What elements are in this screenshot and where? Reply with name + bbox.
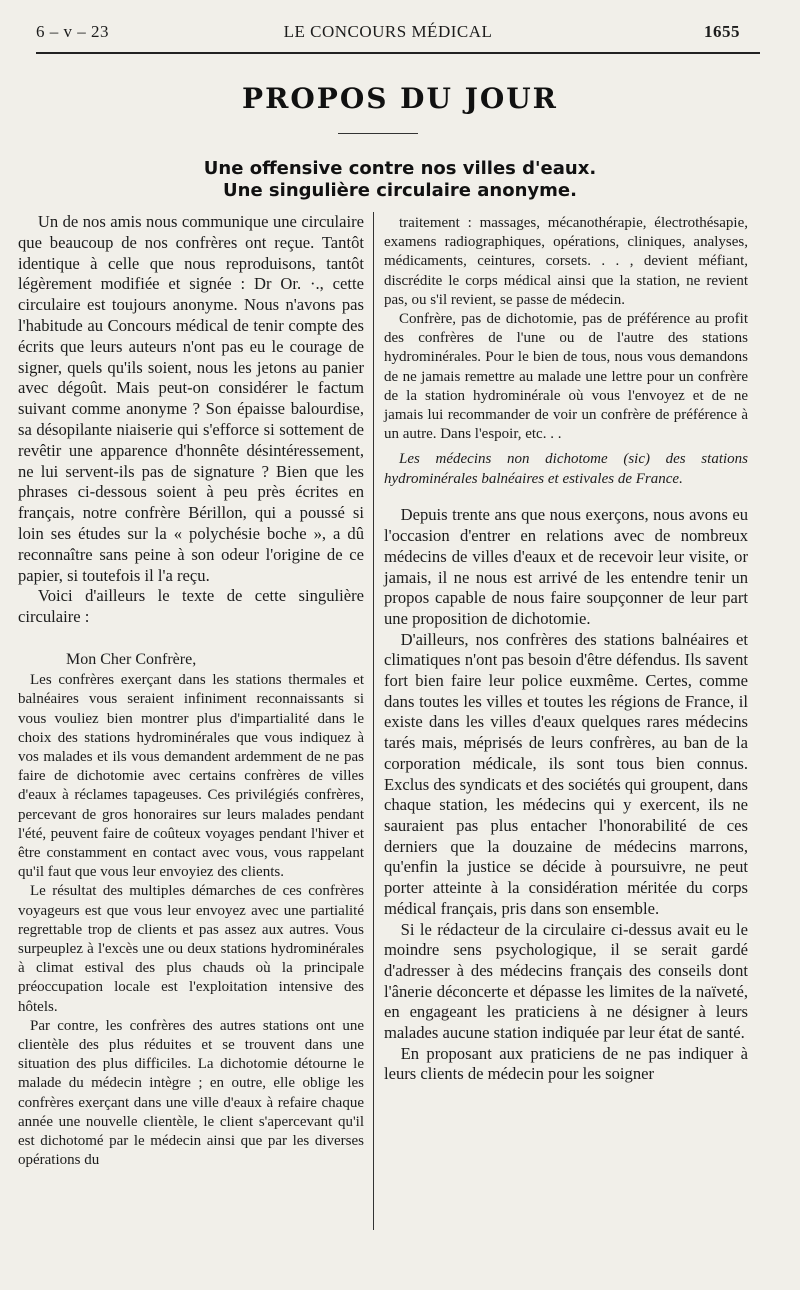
letter-paragraph: Les confrères exerçant dans les stations thermales et balnéaires vous seraient infiniment reconnaissants si vous vouliez bien montrer plus d'impartialité dans le choix des stations hydrominérales que vous indiquez à vos malades et ils vous demandent ardemment de ne pas faire de dichotomie avec certains confrères de villes d'eaux à réclames tapageuses. Ces privilégiés confrères, percevant de gros honoraires sur leurs malades pendant l'été, peuvent faire de coûteux voyages pendant l'hiver et être constamment en contact avec vous, vous rappelant qu'il faut que vous leur envoyiez des clients.	[18, 672, 364, 881]
running-head	[36, 18, 740, 48]
column-divider	[373, 212, 374, 1230]
letter-signature: Les médecins non dichotome (sic) des stations hydrominérales balnéaires et estivales de France.	[384, 451, 748, 487]
rubric-title: PROPOS DU JOUR	[242, 82, 558, 115]
body-paragraph: D'ailleurs, nos confrères des stations balnéaires et climatiques n'ont pas besoin d'être défendus. Ils savent fort bien faire leur police euxmême. Certes, comme dans toutes les villes et toutes les régions de France, il existe dans les villes d'eaux quelques rares médecins tarés mais, méprisés de leurs confrères, au ban de la corporation médicale, ils sont tous bien connus. Exclus des syndicats et des sociétés qui groupent, dans chaque station, les médecins qui y exercent, ils ne sauraient pas plus entacher l'honorabilité de ces derniers que la douzaine de médecins marrons, qu'enfin la justice se décide à poursuivre, ne peut porter atteinte à la considération méritée du corps médical français, pris dans son ensemble.	[384, 629, 748, 918]
body-paragraph: En proposant aux praticiens de ne pas indiquer à leurs clients de médecin pour les soigner	[384, 1043, 748, 1084]
header-rule	[36, 52, 760, 54]
rubric-rule	[338, 133, 418, 134]
article-body	[384, 505, 748, 1085]
article-title-line2: Une singulière circulaire anonyme.	[223, 180, 577, 201]
body-paragraph: Si le rédacteur de la circulaire ci-dessus avait eu le moindre sens psychologique, il se serait gardé d'adresser à des médecins français des conseils dont l'ânerie déconcerte et dépasse les limites de la naïveté, en engageant les praticiens à ne désigner à leurs malades aucune station indiquée par leur état de santé.	[384, 919, 748, 1043]
journal-title: LE CONCOURS MÉDICAL	[283, 22, 493, 41]
body-paragraph: Depuis trente ans que nous exerçons, nous avons eu l'occasion d'entrer en relations avec de nombreux médecins de villes d'eaux et de recevoir leur visite, or jamais, il ne nous est arrivé de les entendre tenir un propos capable de nous faire soupçonner de leur part une proposition de dichotomie.	[384, 505, 748, 628]
letter-paragraph: Le résultat des multiples démarches de ces confrères voyageurs est que vous leur envoyez avec une partialité regrettable trop de clients et pas assez aux autres. Vous surpeuplez à l'excès une ou deux stations hydrominérales à climat estival des plus chauds où la principale préoccupation locale est l'exploitation intensive des hôtels.	[18, 883, 364, 1015]
circular-letter-continued	[384, 214, 748, 489]
intro-paragraph: Un de nos amis nous communique une circulaire que beaucoup de nos confrères ont reçue. Tantôt identique à celle que nous reproduisons, tantôt légèrement modifiée et signée : Dr Or. ·., cette circulaire est toujours anonyme. Nous n'avons pas l'habitude au Concours médical de tenir compte des écrits que leurs auteurs n'ont pas eu le courage de signer, quels qu'ils soient, nous les jetons au panier avec dégoût. Mais peut-on considérer le factum suivant comme anonyme ? Son épaisse balourdise, sa désopilante niaiserie qui s'efforce si sottement de revêtir une apparence d'honnête désintéressement, ne lui servent-ils pas de signature ? Bien que les phrases ci-dessous soient à peu près écrites en français, notre confrère Bérillon, qui a poussé si loin ses études sur la « polychésie boche », a dû reconnaître sans peine à son odeur l'origine de ce papier, si toutefois il l'a reçu.	[18, 212, 364, 585]
letter-paragraph: Par contre, les confrères des autres stations ont une clientèle des plus réduites et se trouvent dans une situation des plus difficiles. La dichotomie détourne le malade du médecin intègre ; en outre, elle oblige les confrères exerçant dans une ville d'eaux à refaire chaque année une nouvelle clientèle, le client s'apercevant qu'il est dichotomé par le médecin ainsi que par les diverses opérations du	[18, 1017, 364, 1169]
circular-letter	[18, 650, 364, 1170]
right-column	[384, 214, 748, 1276]
page-number: 1655	[704, 22, 740, 41]
left-column	[18, 212, 364, 1276]
letter-salutation: Mon Cher Confrère,	[66, 650, 197, 668]
letter-paragraph: traitement : massages, mécanothérapie, électrothésapie, examens radiographiques, opérations, cliniques, analyses, médicaments, ceintures, corsets. . . , devient méfiant, discrédite le corps médical ainsi que la station, ne revient pas, ou s'il revient, se passe de médecin.	[384, 215, 748, 308]
intro-paragraph: Voici d'ailleurs le texte de cette singulière circulaire :	[18, 586, 364, 627]
article-title-line1: Une offensive contre nos villes d'eaux.	[203, 158, 597, 179]
letter-paragraph: Confrère, pas de dichotomie, pas de préférence au profit des confrères de l'une ou de l'autre des stations hydrominérales. Pour le bien de tous, nous vous demandons de ne jamais remettre au malade une lettre pour un confrère de la station hydrominérale où vous l'envoyez et de ne jamais lui recommander de voir un confrère de préférence à un autre. Dans l'espoir, etc. . .	[384, 311, 748, 443]
issue-date: 6 – v – 23	[36, 22, 109, 41]
